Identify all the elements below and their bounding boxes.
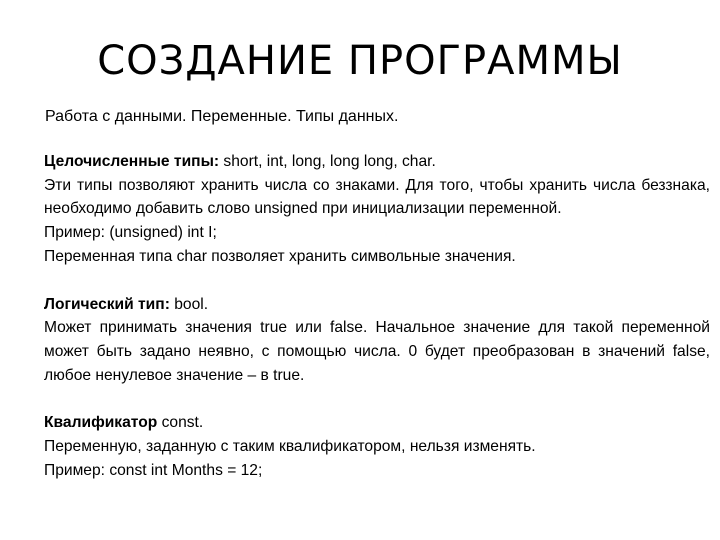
bool-type-label: Логический тип: [44,295,170,313]
char-note: Переменная типа char позволяет хранить символьные значения. [44,247,516,265]
integer-types-example: Пример: (unsigned) int I; [44,224,217,242]
const-qualifier-heading [44,411,710,435]
section-spacer [44,387,710,411]
const-qualifier-label: Квалификатор [44,414,158,432]
integer-types-label: Целочисленные типы: [44,153,220,170]
const-qualifier-description: Переменную, заданную с таким квалификатором, нельзя изменять. [44,438,536,456]
integer-types-description: Эти типы позволяют хранить числа со знаками. Для того, чтобы хранить числа беззнака, необходимо добавить слово unsigned при инициализации переменной. [44,176,710,218]
bool-type-name: bool. [169,295,209,313]
slide-subtitle: Работа с данными. Переменные. Типы данных. [45,108,399,125]
bool-type-description: Может принимать значения true или false. Начальное значение для такой переменной может быть задано неявно, с помощью числа. 0 будет преобразован в значений false, любое ненулевое значение – в true. [44,319,710,384]
const-qualifier-example: Пример: const int Months = 12; [44,461,263,479]
slide-title: СОЗДАНИЕ ПРОГРАММЫ [97,38,623,84]
section-spacer [44,269,710,293]
const-qualifier-name: const. [157,414,204,432]
bool-type-heading [44,293,710,317]
integer-types-heading [44,150,710,174]
slide-body [44,150,710,482]
integer-types-list: short, int, long, long long, char. [219,153,436,170]
